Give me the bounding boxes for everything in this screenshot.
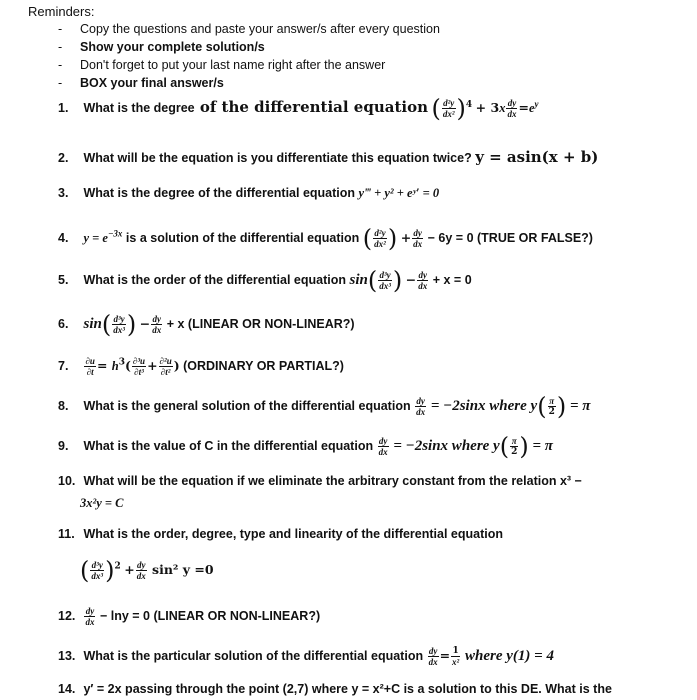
- question-10: [58, 474, 582, 488]
- question-number: 8.: [58, 398, 69, 413]
- question-number: 7.: [58, 358, 69, 373]
- reminder-text: BOX your final answer/s: [80, 76, 224, 90]
- question-number: 10.: [58, 474, 76, 488]
- question-text: What will be the equation if we eliminate the arbitrary constant from the relation x³ −: [83, 474, 582, 488]
- question-text: of the differential equation: [194, 98, 428, 116]
- question-text: − 6y = 0 (TRUE OR FALSE?): [424, 230, 593, 245]
- equation: y = e: [83, 230, 108, 245]
- question-number: 2.: [58, 151, 69, 165]
- question-number: 1.: [58, 101, 69, 115]
- question-text: What is the order of the differential equation: [83, 272, 350, 287]
- equation: = −2sinx where y: [389, 437, 500, 454]
- question-text: is a solution of the differential equation: [125, 230, 363, 245]
- question-text: What is the general solution of the differential equation: [83, 398, 415, 413]
- equation: y‴ + y² + eʸ′ = 0: [358, 186, 440, 200]
- question-text: (ORDINARY OR PARTIAL?): [179, 358, 344, 373]
- equation: sin² y =0: [147, 561, 214, 577]
- question-text: What is the degree of the differential equation: [83, 186, 359, 200]
- question-number: 11.: [58, 527, 75, 541]
- reminders-title: Reminders:: [28, 4, 95, 19]
- question-6: 6. sin( $\frac{\text{d³y}}{\text{dx³}}$ ) − $\frac{dy}{dx}$ + x (LINEAR OR NON-LINEAR?): [58, 310, 355, 339]
- question-number: 9.: [58, 438, 69, 453]
- equation: y = asin(x + b): [475, 148, 599, 166]
- question-text: What is the value of C in the differential equation: [83, 438, 377, 453]
- question-text: + x = 0: [429, 272, 472, 287]
- equation: = π: [566, 397, 591, 414]
- question-text: + x (LINEAR OR NON-LINEAR?): [163, 316, 355, 331]
- reminder-text: Show your complete solution/s: [80, 40, 265, 54]
- bullet-dash: -: [58, 76, 63, 90]
- question-text: − lny = 0 (LINEAR OR NON-LINEAR?): [96, 608, 321, 623]
- question-3: [58, 186, 439, 201]
- question-number: 5.: [58, 272, 69, 287]
- question-text: What will be the equation is you differentiate this equation twice?: [83, 151, 476, 165]
- question-2: [58, 148, 598, 166]
- question-number: 6.: [58, 316, 69, 331]
- question-7: 7. $\frac{\partial u}{\partial t}$ = $h^3$( $\frac{\text{∂³u}}{\text{∂t³}}$ + $\frac{\text{∂²u}}{\text{∂t²}}$ ) (ORDINARY OR PARTIAL?): [58, 356, 344, 377]
- question-number: 13.: [58, 648, 76, 663]
- reminder-text: Don't forget to put your last name right after the answer: [80, 58, 386, 72]
- question-12: 12. $\frac{dy}{dx}$ − lny = 0 (LINEAR OR NON-LINEAR?): [58, 606, 321, 627]
- equation: = −2sinx where y: [427, 397, 538, 414]
- exponent: −3x: [107, 228, 123, 239]
- question-text: What is the degree: [83, 101, 195, 115]
- question-10-continuation: 3x²y = C: [80, 496, 124, 510]
- question-9: 9. What is the value of C in the differential equation $\frac{dy}{dx}$ = −2sinx where y( $\frac{\pi}{2}$ ) = π: [58, 432, 553, 461]
- question-number: 14.: [58, 682, 76, 696]
- question-text: y′ = 2x passing through the point (2,7) where y = x²+C is a solution to this DE. What is the: [83, 682, 612, 696]
- question-number: 12.: [58, 608, 76, 623]
- bullet-dash: -: [58, 40, 63, 54]
- question-text: What is the particular solution of the differential equation: [83, 648, 427, 663]
- question-text: What is the order, degree, type and linearity of the differential equation: [83, 527, 503, 541]
- reminder-text: Copy the questions and paste your answer/s after every question: [80, 22, 440, 36]
- question-4: 4. $y = e^{-3x}$ is a solution of the differential equation ( $\frac{\text{d²y}}{\text{dx²}}$ ) + $\frac{dy}{dx}$ − 6y = 0 (TRUE OR FALSE?): [58, 224, 593, 253]
- question-5: 5. What is the order of the differential equation sin( $\frac{\text{d³y}}{\text{dx³}}$ ) − $\frac{dy}{dx}$ + x = 0: [58, 266, 472, 295]
- bullet-dash: -: [58, 58, 63, 72]
- question-13: 13. What is the particular solution of the differential equation $\frac{dy}{dx}$ = $\frac{1}{\text{x²}}$ where y(1) = 4: [58, 646, 554, 667]
- question-number: 3.: [58, 186, 69, 200]
- bullet-dash: -: [58, 22, 63, 36]
- question-number: 4.: [58, 230, 69, 245]
- question-14: [58, 682, 612, 696]
- question-8: 8. What is the general solution of the differential equation $\frac{dy}{dx}$ = −2sinx where y( $\frac{\pi}{2}$ ) = π: [58, 392, 591, 421]
- question-11-equation: ( $\frac{\text{d³y}}{\text{dx³}}$ )$^2$ + $\frac{dy}{dx}$ sin² y =0: [80, 556, 214, 585]
- equation: = π: [528, 437, 553, 454]
- question-1: 1. What is the degree of the differential equation ( $\frac{\text{d²y}}{\text{dx²}}$ )$^4$ + 3x $\frac{dy}{dx}$ $=e^y$: [58, 94, 539, 123]
- question-11: [58, 527, 503, 541]
- equation: where y(1) = 4: [461, 647, 554, 664]
